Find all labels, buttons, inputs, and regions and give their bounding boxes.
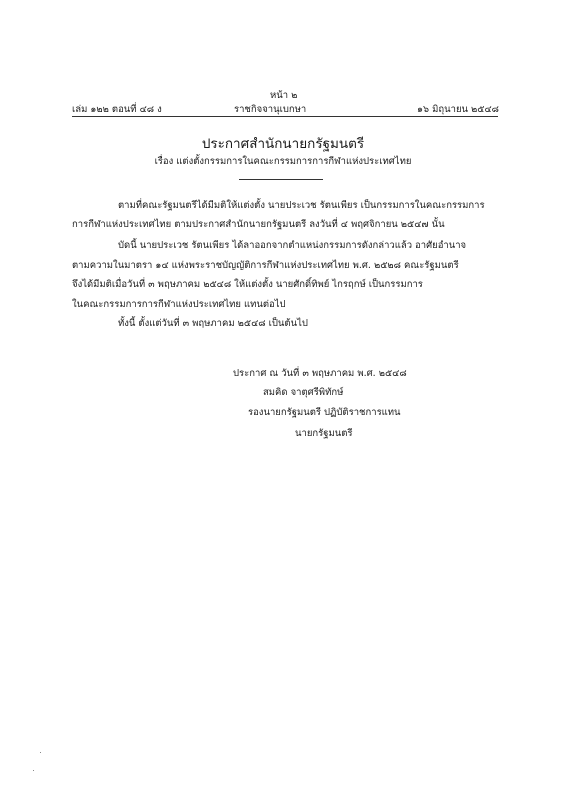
body-line: จึงได้มีมติเมื่อวันที่ ๓ พฤษภาคม ๒๕๔๘ ให้แต่งตั้ง นายศักดิ์ทิพย์ ไกรฤกษ์ เป็นกรรมการ bbox=[72, 279, 423, 290]
header-rule bbox=[72, 116, 498, 117]
signatory-position: รองนายกรัฐมนตรี ปฏิบัติราชการแทน bbox=[248, 407, 401, 418]
scan-speck bbox=[40, 752, 41, 753]
body-line: การกีฬาแห่งประเทศไทย ตามประกาศสำนักนายกรัฐมนตรี ลงวันที่ ๔ พฤศจิกายน ๒๕๔๗ นั้น bbox=[72, 219, 445, 230]
body-line: ตามความในมาตรา ๑๔ แห่งพระราชบัญญัติการกีฬาแห่งประเทศไทย พ.ศ. ๒๕๒๘ คณะรัฐมนตรี bbox=[72, 260, 459, 271]
gazette-date: ๑๖ มิถุนายน ๒๕๔๘ bbox=[417, 104, 499, 115]
gazette-volume: เล่ม ๑๒๒ ตอนที่ ๔๘ ง bbox=[72, 104, 162, 115]
title-separator bbox=[239, 179, 323, 180]
signatory-name: สมคิด จาตุศรีพิทักษ์ bbox=[263, 387, 344, 398]
body-line: ในคณะกรรมการการกีฬาแห่งประเทศไทย แทนต่อไป bbox=[72, 299, 286, 310]
signatory-on-behalf: นายกรัฐมนตรี bbox=[295, 428, 353, 439]
body-line: ตามที่คณะรัฐมนตรีได้มีมติให้แต่งตั้ง นายประเวช รัตนเพียร เป็นกรรมการในคณะกรรมการ bbox=[118, 200, 485, 211]
gazette-name: ราชกิจจานุเบกษา bbox=[234, 104, 307, 115]
scan-speck bbox=[33, 770, 34, 771]
body-line: บัดนี้ นายประเวช รัตนเพียร ได้ลาออกจากตำแหน่งกรรมการดังกล่าวแล้ว อาศัยอำนาจ bbox=[118, 240, 467, 251]
page-number: หน้า ๒ bbox=[270, 90, 298, 101]
body-line: ทั้งนี้ ตั้งแต่วันที่ ๓ พฤษภาคม ๒๕๔๘ เป็นต้นไป bbox=[118, 318, 308, 329]
announcement-title: ประกาศสำนักนายกรัฐมนตรี bbox=[201, 136, 365, 152]
issue-date-line: ประกาศ ณ วันที่ ๓ พฤษภาคม พ.ศ. ๒๕๔๘ bbox=[233, 368, 407, 379]
announcement-subject: เรื่อง แต่งตั้งกรรมการในคณะกรรมการการกีฬาแห่งประเทศไทย bbox=[154, 156, 412, 167]
